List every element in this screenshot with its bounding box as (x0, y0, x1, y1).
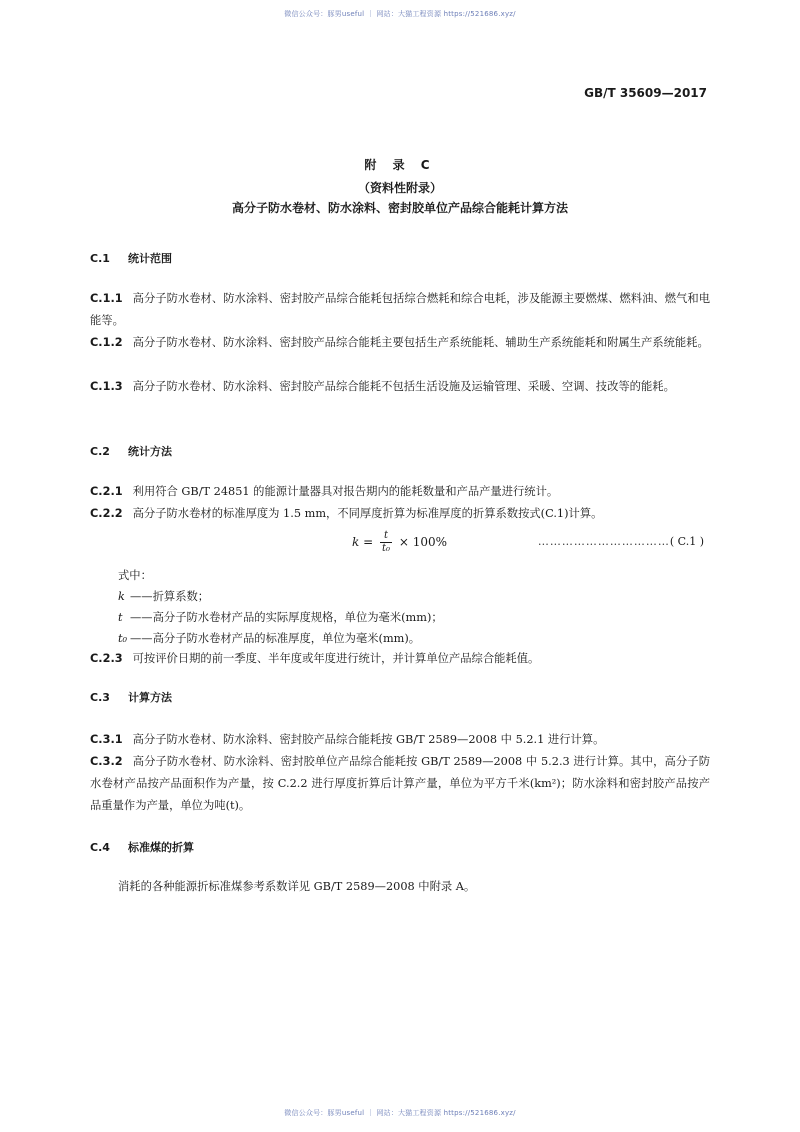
clause-number: C.1.1 (90, 292, 123, 305)
appendix-label: 附 录 C (364, 158, 436, 172)
section-title: 统计范围 (128, 252, 172, 265)
section-heading-c4 (90, 839, 194, 855)
section-heading-c3 (90, 689, 172, 705)
formula-equals: = (363, 535, 374, 549)
section-heading-c2 (90, 443, 172, 459)
clause-number: C.2.3 (90, 652, 123, 665)
watermark-bottom: 微信公众号：豚男useful ｜ 网站：大猫工程资源 https://521686.xyz/ (284, 1109, 516, 1117)
clause-text: 高分子防水卷材、防水涂料、密封胶单位产品综合能耗按 GB/T 2589—2008 中 5.2.3 进行计算。其中，高分子防水卷材产品按产品面积作为产量，按 C.2.2 进行厚度折算后计算产量，单位为平方千米(km²)；防水涂料和密封胶产品按产品重量作为产量，单位为吨(t)。 (90, 755, 710, 812)
equation-label: ( C.1 ) (669, 535, 704, 548)
clause-text: 高分子防水卷材、防水涂料、密封胶产品综合能耗按 GB/T 2589—2008 中 5.2.1 进行计算。 (132, 733, 605, 746)
clause-number: C.1.2 (90, 336, 123, 349)
appendix-type: （资料性附录） (357, 181, 442, 195)
watermark-top: 微信公众号：豚男useful ｜ 网站：大猫工程资源 https://521686.xyz/ (284, 10, 516, 18)
where-symbol: k (118, 590, 125, 603)
formula-c1 (90, 530, 710, 564)
where-item (118, 628, 420, 649)
clause-text: 高分子防水卷材、防水涂料、密封胶产品综合能耗主要包括生产系统能耗、辅助生产系统能耗和附属生产系统能耗。 (132, 336, 709, 349)
formula-numerator: t (380, 530, 392, 543)
clause-number: C.1.3 (90, 380, 123, 393)
paragraph-c21 (90, 481, 710, 503)
formula-lhs: k (352, 535, 360, 549)
paragraph-c22 (90, 503, 710, 525)
section-title: 计算方法 (128, 691, 172, 704)
formula-fraction (380, 530, 392, 555)
paragraph-c23 (90, 648, 710, 670)
paragraph-c31 (90, 729, 710, 751)
formula-rest: × 100% (398, 535, 448, 549)
clause-number: C.3.1 (90, 733, 123, 746)
where-symbol: t (118, 611, 123, 624)
standard-number: GB/T 35609—2017 (584, 86, 707, 100)
formula-expression (352, 530, 447, 555)
clause-number: C.2.2 (90, 507, 123, 520)
where-label: 式中： (118, 569, 152, 582)
equation-number (538, 535, 704, 548)
where-desc: ——折算系数； (130, 590, 210, 603)
appendix-title: 高分子防水卷材、防水涂料、密封胶单位产品综合能耗计算方法 (231, 201, 568, 215)
where-desc: ——高分子防水卷材产品的标准厚度，单位为毫米(mm)。 (130, 632, 421, 645)
paragraph-c4: 消耗的各种能源折标准煤参考系数详见 GB/T 2589—2008 中附录 A。 (118, 880, 476, 893)
section-number: C.1 (90, 252, 110, 265)
where-item (118, 586, 209, 607)
section-number: C.2 (90, 445, 110, 458)
section-title: 统计方法 (128, 445, 172, 458)
section-title: 标准煤的折算 (128, 841, 194, 854)
paragraph-c32 (90, 751, 710, 817)
clause-text: 高分子防水卷材的标准厚度为 1.5 mm，不同厚度折算为标准厚度的折算系数按式(C.1)计算。 (132, 507, 603, 520)
clause-text: 高分子防水卷材、防水涂料、密封胶产品综合能耗不包括生活设施及运输管理、采暖、空调、技改等的能耗。 (132, 380, 675, 393)
clause-text: 利用符合 GB/T 24851 的能源计量器具对报告期内的能耗数量和产品产量进行统计。 (132, 485, 559, 498)
leader-dots: …………………………… (537, 535, 670, 548)
section-number: C.4 (90, 841, 110, 854)
where-symbol: t₀ (118, 632, 128, 645)
where-desc: ——高分子防水卷材产品的实际厚度规格，单位为毫米(mm)； (130, 611, 443, 624)
clause-number: C.2.1 (90, 485, 123, 498)
paragraph-c13 (90, 376, 710, 398)
section-number: C.3 (90, 691, 110, 704)
section-heading-c1 (90, 250, 172, 266)
paragraph-c11 (90, 288, 710, 332)
clause-text: 可按评价日期的前一季度、半年度或年度进行统计，并计算单位产品综合能耗值。 (132, 652, 540, 665)
clause-number: C.3.2 (90, 755, 123, 768)
paragraph-c12 (90, 332, 710, 354)
formula-denominator: t₀ (382, 543, 391, 554)
clause-text: 高分子防水卷材、防水涂料、密封胶产品综合能耗包括综合燃耗和综合电耗，涉及能源主要燃煤、燃料油、燃气和电能等。 (90, 292, 710, 327)
where-item (118, 607, 443, 628)
